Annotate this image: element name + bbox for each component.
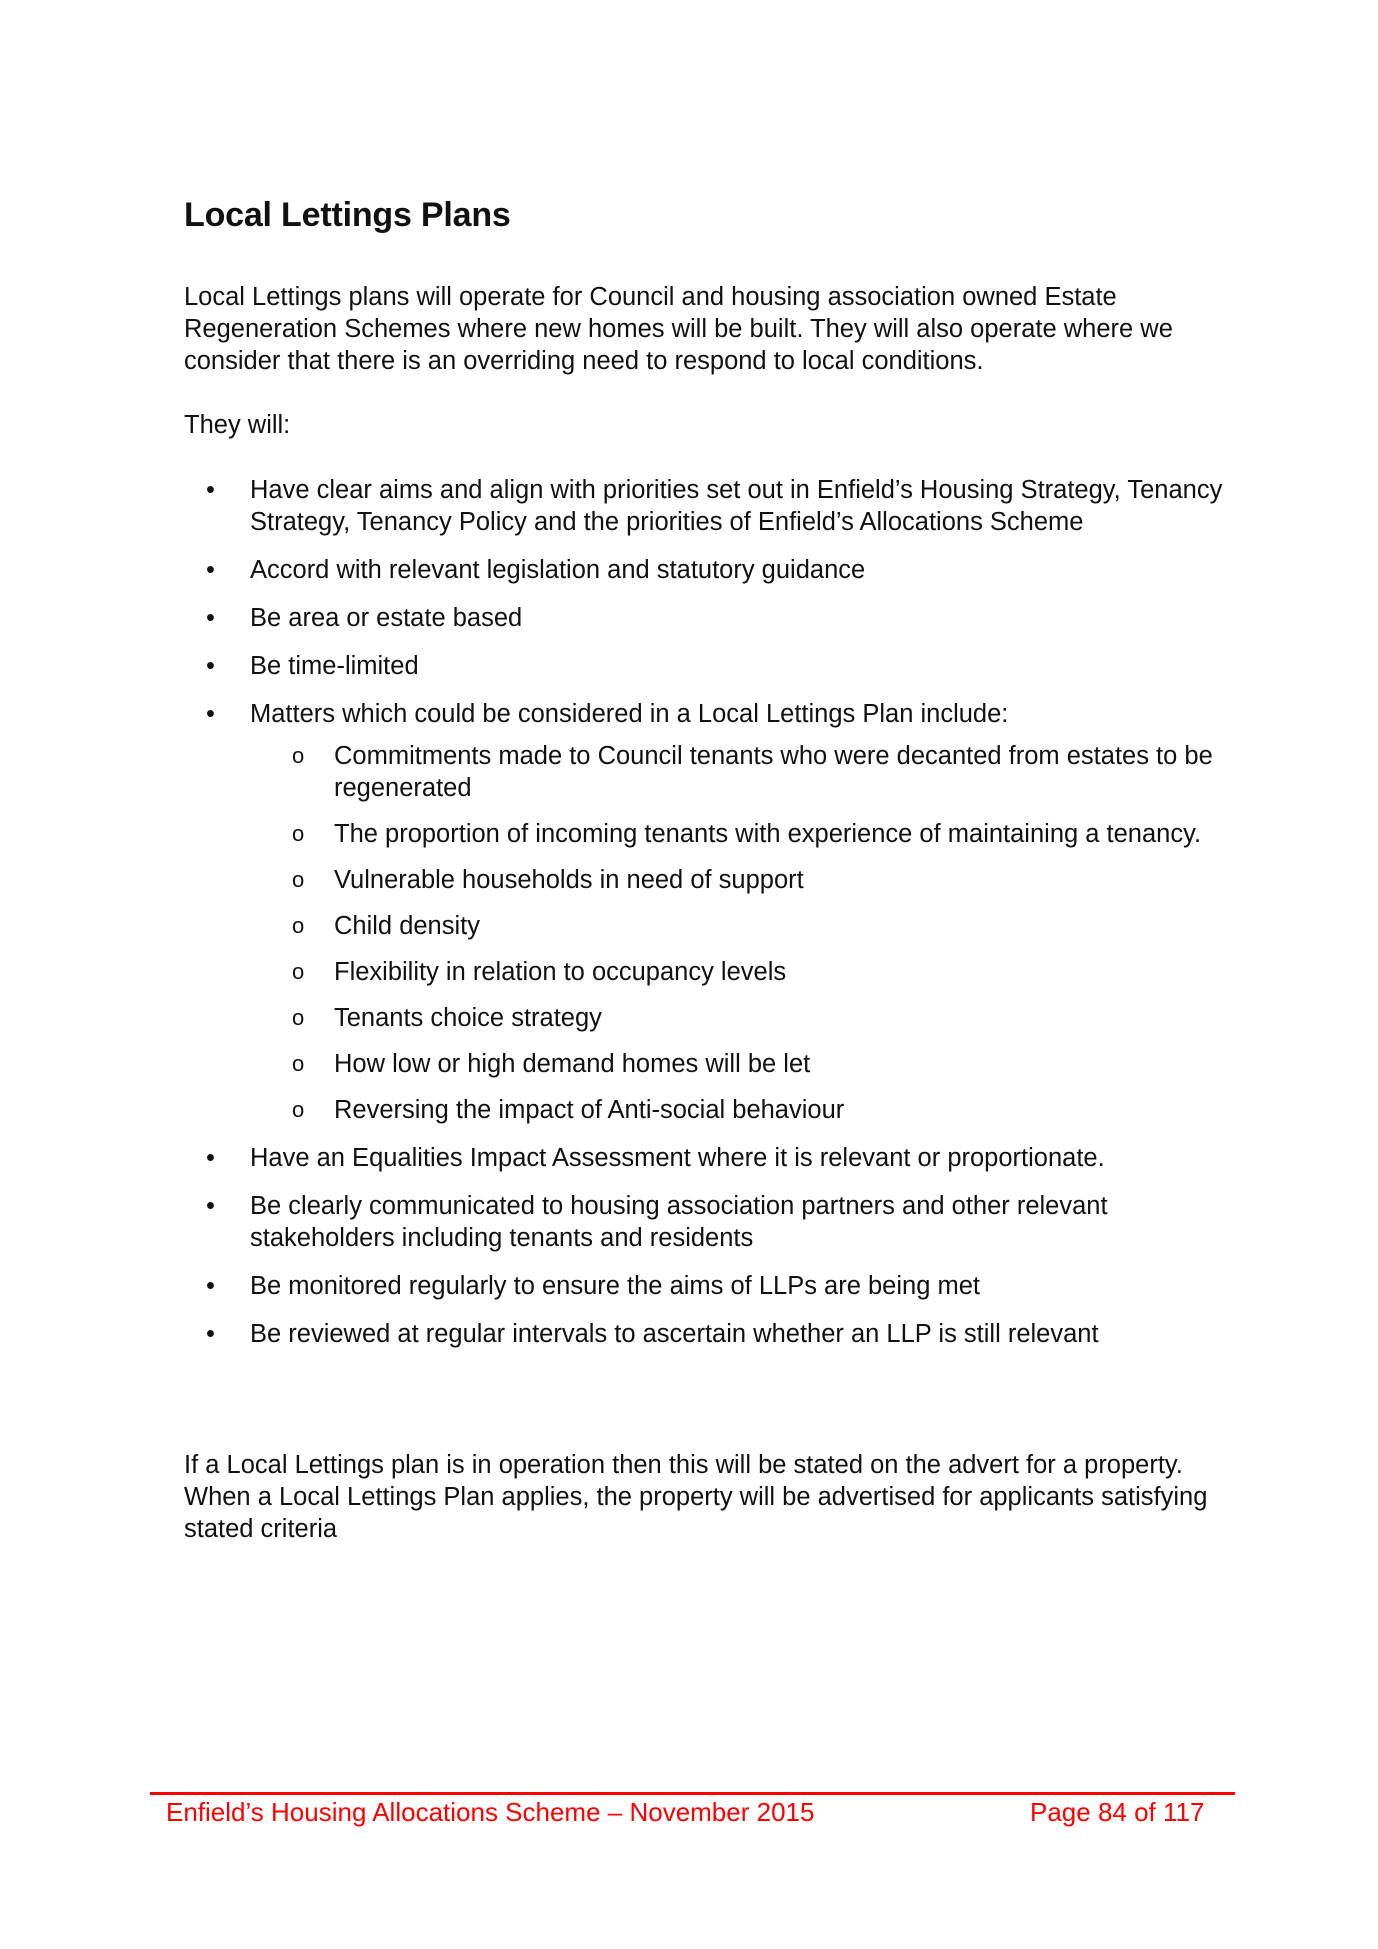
sub-list-item	[250, 1002, 1244, 1034]
list-item-text: Accord with relevant legislation and statutory guidance	[250, 556, 866, 584]
list-item-text: Have an Equalities Impact Assessment where it is relevant or proportionate.	[250, 1144, 1105, 1172]
list-item-text: Be clearly communicated to housing association partners and other relevant stakeholders including tenants and residents	[250, 1192, 1108, 1252]
circle-bullet-icon: o	[292, 867, 305, 892]
list-item	[184, 474, 1244, 538]
sub-list-item-text: How low or high demand homes will be let	[334, 1050, 811, 1078]
sub-list-item	[250, 956, 1244, 988]
sub-list-item	[250, 740, 1244, 804]
circle-bullet-icon: o	[292, 821, 305, 846]
footer-divider	[150, 1792, 1235, 1795]
list-item-text: Be area or estate based	[250, 604, 523, 632]
sub-list-item-text: Commitments made to Council tenants who were decanted from estates to be regenerated	[334, 742, 1213, 802]
footer-document-title: Enfield’s Housing Allocations Scheme – November 2015	[166, 1797, 815, 1827]
list-item-text: Be time-limited	[250, 652, 419, 680]
sub-list-item	[250, 910, 1244, 942]
list-item	[184, 698, 1244, 1126]
bullet-icon: •	[206, 1272, 215, 1300]
page-title: Local Lettings Plans	[184, 196, 511, 234]
sub-list-item	[250, 864, 1244, 896]
bullet-icon: •	[206, 652, 215, 680]
bullet-icon: •	[206, 604, 215, 632]
they-will-label: They will:	[184, 411, 291, 439]
list-item-text: Matters which could be considered in a Local Lettings Plan include:	[250, 700, 1009, 728]
bullet-icon: •	[206, 1144, 215, 1172]
circle-bullet-icon: o	[292, 913, 305, 938]
sub-list-item-text: The proportion of incoming tenants with experience of maintaining a tenancy.	[334, 820, 1202, 848]
sub-list-item-text: Flexibility in relation to occupancy levels	[334, 958, 787, 986]
requirements-list	[184, 474, 1244, 1366]
sub-list-item	[250, 818, 1244, 850]
list-item-text: Be reviewed at regular intervals to ascertain whether an LLP is still relevant	[250, 1320, 1099, 1348]
sub-list-item-text: Child density	[334, 912, 480, 940]
bullet-icon: •	[206, 476, 215, 504]
sub-list-item	[250, 1048, 1244, 1080]
sub-list-item-text: Vulnerable households in need of support	[334, 866, 804, 894]
list-item	[184, 1190, 1244, 1254]
bullet-icon: •	[206, 556, 215, 584]
bullet-icon: •	[206, 1320, 215, 1348]
circle-bullet-icon: o	[292, 959, 305, 984]
sub-list-item-text: Tenants choice strategy	[334, 1004, 602, 1032]
circle-bullet-icon: o	[292, 1005, 305, 1030]
bullet-icon: •	[206, 700, 215, 728]
intro-paragraph: Local Lettings plans will operate for Council and housing association owned Estate Regeneration Schemes where new homes will be built. They will also operate where we consider that there is an overriding need to respond to local conditions.	[184, 283, 1173, 375]
circle-bullet-icon: o	[292, 1097, 305, 1122]
list-item	[184, 1270, 1244, 1302]
list-item	[184, 602, 1244, 634]
closing-paragraph: If a Local Lettings plan is in operation then this will be stated on the advert for a property. When a Local Lettings Plan applies, the property will be advertised for applicants satisfying stated criteria	[184, 1451, 1208, 1543]
bullet-icon: •	[206, 1192, 215, 1220]
list-item	[184, 650, 1244, 682]
list-item	[184, 554, 1244, 586]
matters-sublist	[250, 740, 1244, 1126]
circle-bullet-icon: o	[292, 743, 305, 768]
list-item	[184, 1318, 1244, 1350]
list-item	[184, 1142, 1244, 1174]
footer-page-number: Page 84 of 117	[1030, 1797, 1205, 1827]
sub-list-item	[250, 1094, 1244, 1126]
sub-list-item-text: Reversing the impact of Anti-social behaviour	[334, 1096, 845, 1124]
list-item-text: Be monitored regularly to ensure the aims of LLPs are being met	[250, 1272, 980, 1300]
circle-bullet-icon: o	[292, 1051, 305, 1076]
list-item-text: Have clear aims and align with priorities set out in Enfield’s Housing Strategy, Tenancy Strategy, Tenancy Policy and the priorities of Enfield’s Allocations Scheme	[250, 476, 1223, 536]
